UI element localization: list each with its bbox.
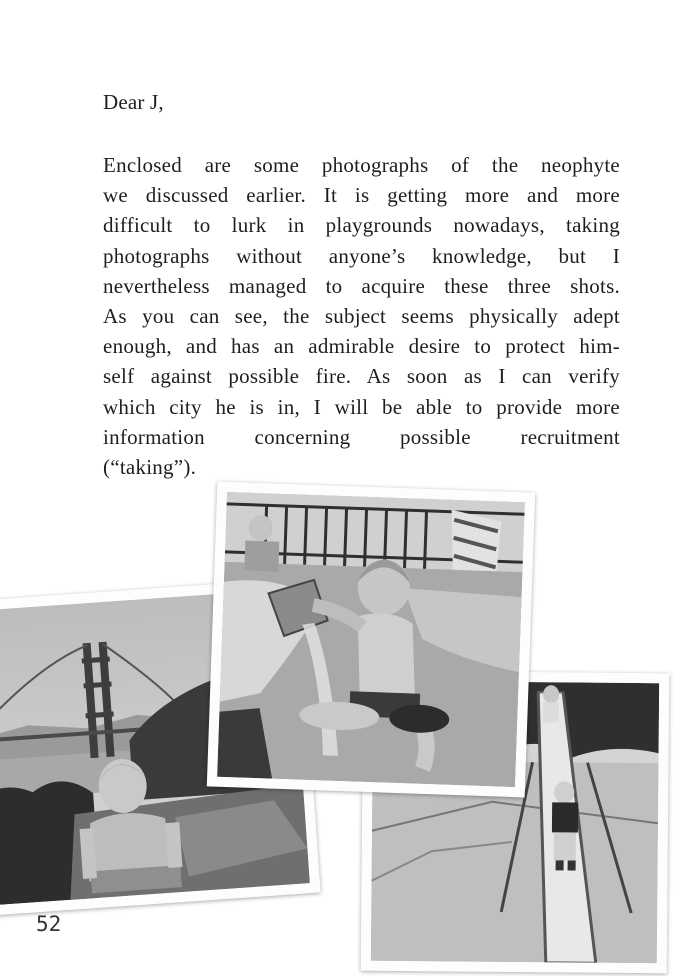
letter-body bbox=[103, 150, 620, 482]
photo-pool-image bbox=[217, 492, 525, 787]
page-number: 52 bbox=[36, 912, 62, 936]
letter-line: enough, and has an admirable desire to protect him- bbox=[103, 334, 620, 359]
photo-pool bbox=[207, 482, 535, 798]
letter-line: photographs without anyone’s knowledge, but I bbox=[103, 243, 620, 268]
letter-salutation: Dear J, bbox=[103, 90, 164, 114]
letter-line: Enclosed are some photographs of the neophyte bbox=[103, 153, 620, 177]
letter-line: we discussed earlier. It is getting more and more bbox=[103, 183, 620, 208]
letter-line: difficult to lurk in playgrounds nowadays, taking bbox=[103, 213, 620, 238]
letter-line: information concerning possible recruitment bbox=[103, 424, 620, 449]
letter-line: nevertheless managed to acquire these three shots. bbox=[103, 273, 620, 298]
letter-line: which city he is in, I will be able to provide more bbox=[103, 394, 620, 419]
letter-line: self against possible fire. As soon as I can verify bbox=[103, 364, 620, 389]
letter-line: (“taking”). bbox=[103, 455, 197, 480]
letter-line: As you can see, the subject seems physically adept bbox=[103, 304, 620, 329]
